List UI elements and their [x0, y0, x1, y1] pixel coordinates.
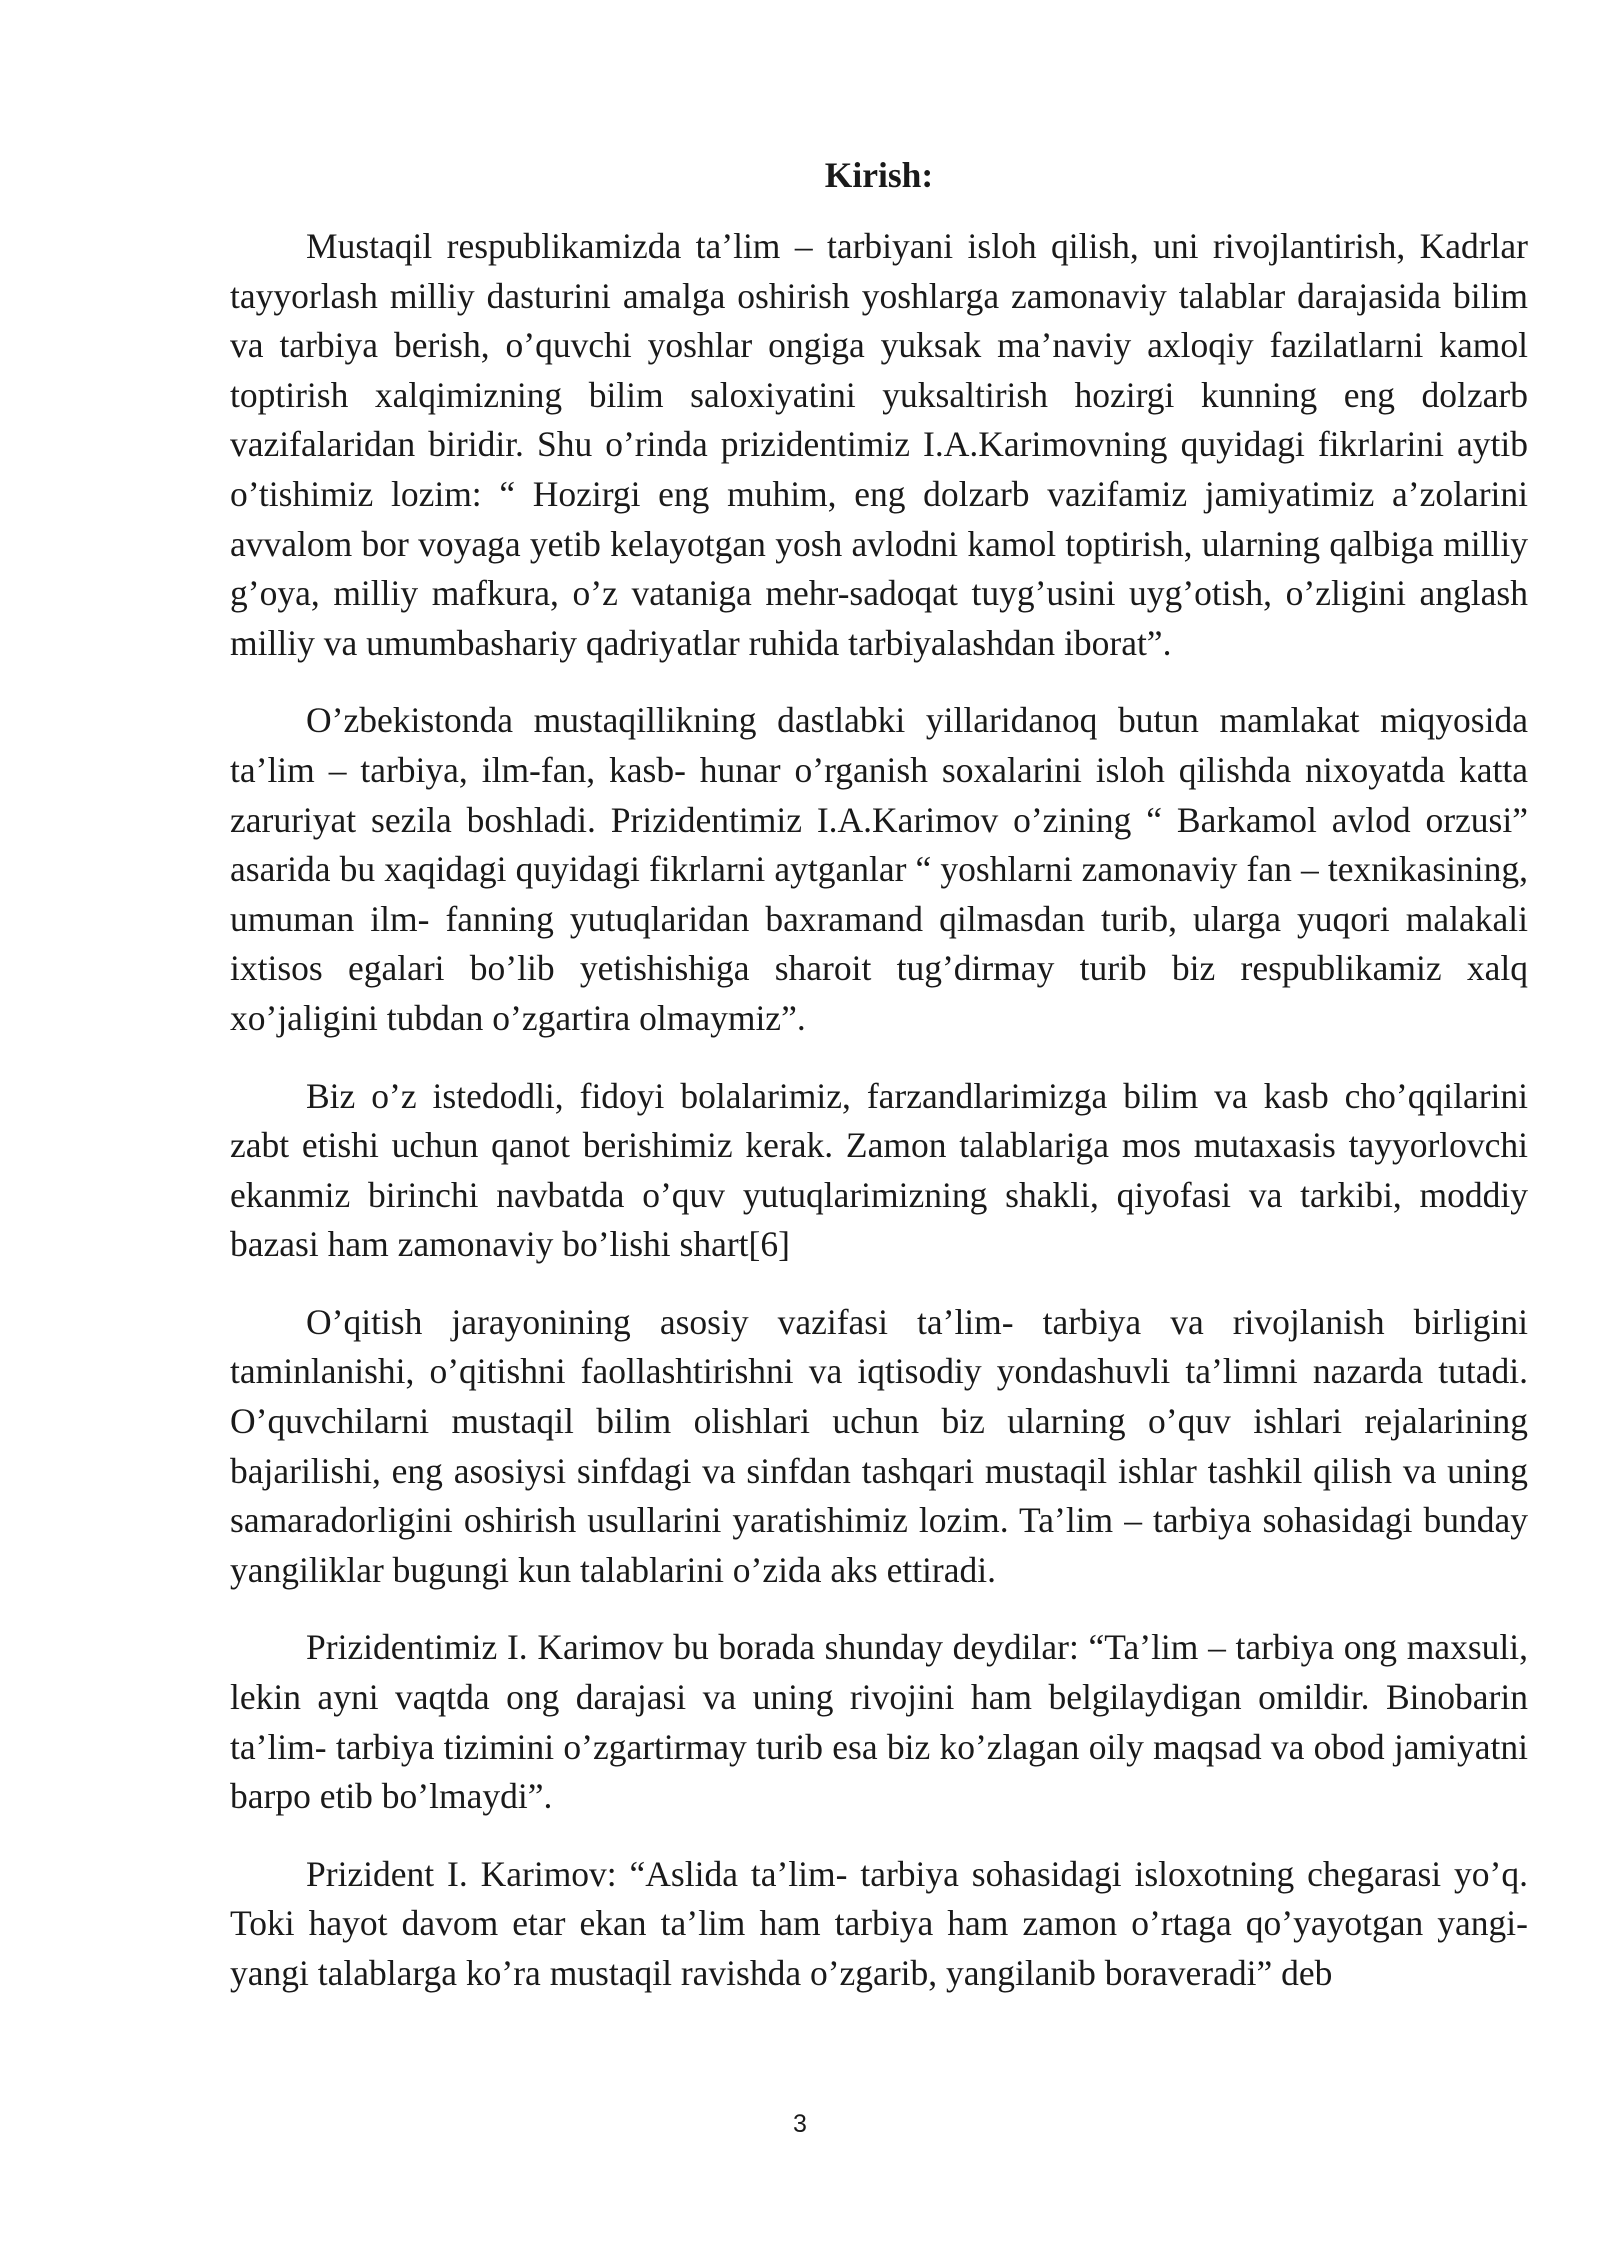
section-title: Kirish:: [824, 155, 934, 195]
paragraph-1: Mustaqil respublikamizda ta’lim – tarbiyani isloh qilish, uni rivojlantirish, Kadrlar tayyorlash milliy dasturini amalga oshirish yoshlarga zamonaviy talablar darajasida bilim va tarbiya berish, o’quvchi yoshlar ongiga yuksak ma’naviy axloqiy fazilatlarni kamol toptirish xalqimizning bilim saloxiyatini yuksaltirish hozirgi kunning eng dolzarb vazifalaridan biridir. Shu o’rinda prizidentimiz I.A.Karimovning quyidagi fikrlarini aytib o’tishimiz lozim: “ Hozirgi eng muhim, eng dolzarb vazifamiz jamiyatimiz a’zolarini avvalom bor voyaga yetib kelayotgan yosh avlodni kamol toptirish, ularning qalbiga milliy g’oya, milliy mafkura, o’z vataniga mehr-sadoqat tuyg’usini uyg’otish, o’zligini anglash milliy va umumbashariy qadriyatlar ruhida tarbiyalashdan iborat”.: [230, 226, 1528, 663]
paragraph-6: Prizident I. Karimov: “Aslida ta’lim- tarbiya sohasidagi isloxotning chegarasi yo’q. Toki hayot davom etar ekan ta’lim ham tarbiya ham zamon o’rtaga qo’yayotgan yangi- yangi talablarga ko’ra mustaqil ravishda o’zgarib, yangilanib boraveradi” deb: [230, 1853, 1528, 1993]
paragraph-3: Biz o’z istedodli, fidoyi bolalarimiz, farzandlarimizga bilim va kasb cho’qqilarini zabt etishi uchun qanot berishimiz kerak. Zamon talablariga mos mutaxasis tayyorlovchi ekanmiz birinchi navbatda o’quv yutuqlarimizning shakli, qiyofasi va tarkibi, moddiy bazasi ham zamonaviy bo’lishi shart[6]: [230, 1075, 1528, 1265]
paragraph-5: Prizidentimiz I. Karimov bu borada shunday deydilar: “Ta’lim – tarbiya ong maxsuli, lekin ayni vaqtda ong darajasi va uning rivojini ham belgilaydigan omildir. Binobarin ta’lim- tarbiya tizimini o’zgartirmay turib esa biz ko’zlagan oily maqsad va obod jamiyatni barpo etib bo’lmaydi”.: [230, 1627, 1528, 1817]
paragraph-4: O’qitish jarayonining asosiy vazifasi ta’lim- tarbiya va rivojlanish birligini taminlanishi, o’qitishni faollashtirishni va iqtisodiy yondashuvli ta’limni nazarda tutadi. O’quvchilarni mustaqil bilim olishlari uchun biz ularning o’quv ishlari rejalarining bajarilishi, eng asosiysi sinfdagi va sinfdan tashqari mustaqil ishlar tashkil qilish va uning samaradorligini oshirish usullarini yaratishimiz lozim. Ta’lim – tarbiya sohasidagi bunday yangiliklar bugungi kun talablarini o’zida aks ettiradi.: [230, 1301, 1528, 1590]
page-content: [230, 150, 1528, 1999]
page-number: 3: [793, 2110, 807, 2138]
paragraph-2: O’zbekistonda mustaqillikning dastlabki yillaridanoq butun mamlakat miqyosida ta’lim – tarbiya, ilm-fan, kasb- hunar o’rganish soxalarini isloh qilishda nixoyatda katta zaruriyat sezila boshladi. Prizidentimiz I.A.Karimov o’zining “ Barkamol avlod orzusi” asarida bu xaqidagi quyidagi fikrlarni aytganlar “ yoshlarni zamonaviy fan – texnikasining, umuman ilm- fanning yutuqlaridan baxramand qilmasdan turib, ularga yuqori malakali ixtisos egalari bo’lib yetishishiga sharoit tug’dirmay turib biz respublikamiz xalq xo’jaligini tubdan o’zgartira olmaymiz”.: [230, 700, 1528, 1038]
